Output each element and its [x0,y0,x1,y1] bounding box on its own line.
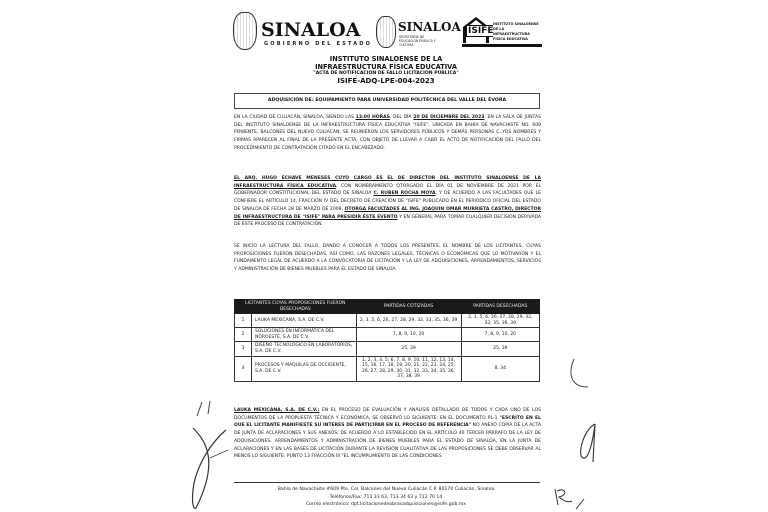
table-row [235,342,540,356]
sepyc-subtitle: SECRETARÍA DE EDUCACIÓN PÚBLICA Y CULTURA [399,35,436,47]
footer-divider [234,482,540,483]
meeting-time: 13:00 HORAS [355,115,390,120]
director-name: EL ARQ. HUGO ECHAVE MENESES CUYO CARGO ES EL DE DIRECTOR DEL INSTITUTO SINALOENSE DE LA INFRAESTRUCTURA FÍSICA EDUCATIVA [234,176,541,189]
isife-subtitle: INSTITUTO SINALOENSE DE LA INFRAESTRUCTURA FÍSICA EDUCATIVA [493,22,541,42]
quoted-items: 2, 3, 5, 6, 26, 27, 28, 29, 32, 33, 35, 36, 39 [356,314,461,328]
acquisition-box: ADQUISICIÓN DE: EQUIPAMIENTO PARA UNIVERSIDAD POLITÉCNICA DEL VALLE DEL ÉVORA [234,93,540,109]
bidder-name: PROCESOS Y MAQUILAS DE OCCIDENTE, S.A. DE C.V. [252,356,357,381]
row-number: 2 [235,328,252,342]
quoted-items: 7, 8, 9, 10, 20 [356,328,461,342]
governor-name: C. RUBEN ROCHA MOYA [373,191,436,197]
p1-text: , DEL DÍA [389,115,414,120]
row-number: 1 [235,314,252,328]
meeting-date: 20 DE DICIEMBRE DEL 2023 [413,115,485,120]
p2-text: Y EN GENERAL PARA TOMAR CUALQUIER DECISIÓN DERIVADA DE ÉSTE PROCESO DE CONTRATACIÓN. [234,214,541,228]
paragraph-opening [234,114,541,153]
p4-text: EN EL PROCESO DE EVALUACIÓN Y ANÁLISIS DETALLADO DE TODOS Y CADA UNO DE LOS DOCUMENTOS DE LA PROPUESTA TÉCNICA Y ECONÓMICA, SE OBSERVÓ LO SIGUIENTE: EN EL DOCUMENTO PL-1 [234,408,541,421]
p1-text: EN LA CIUDAD DE CULIACÁN, SINALOA, SIENDO LAS [234,115,356,120]
rejected-items: 7, 8, 9, 10, 20 [461,328,539,342]
tender-number: ISIFE-ADQ-LPE-004-2023 [337,77,435,85]
footer [228,486,544,509]
sinaloa-logo-text: SINALOA [261,19,361,41]
paragraph-lauka-evaluation [234,407,541,461]
isife-underline [462,44,542,47]
handwritten-initial-a-icon [575,420,605,465]
rejected-items: 2, 3, 5, 6, 26, 27, 28, 29, 32, 33, 35, 36, 39 [461,314,539,328]
bidder-label: LAUKA MEXICANA, S.A. DE C.V.: [234,408,320,413]
rejected-bids-table [234,299,540,382]
paragraph-reading: SE INICIO LA LECTURA DEL FALLO, DANDO A CONOCER A TODOS LOS PRESENTES, EL NOMBRE DE LOS LICITANTES, CUYAS PROPOSICIONES FUERON DESECHADAS, ASÍ COMO, LAS RAZONES LEGALES, TÉCNICAS O ECONÓMICAS QUE LO MOTIVARON Y EL FUNDAMENTO LEGAL DE ACUERDO A LA CONVOCATORIA DE LICITACIÓN Y LA LEY DE ADQUISICIONES, ARRENDAMIENTOS, SERVICIOS Y ADMINISTRACIÓN DE BIENES MUEBLES PARA EL ESTADO DE SINALOA. [234,244,541,273]
p2-text: , CON NOMBRAMIENTO OTORGADO EL DÍA 01 DE NOVIEMBRE DE 2021 POR EL GOBERNADOR CONSTITUCIONAL DEL ESTADO DE SINALOA [234,183,541,197]
header-rejected: PARTIDAS DESECHADAS [461,300,539,314]
quoted-items: 1, 2, 3, 4, 5, 6, 7, 8, 9, 10, 11, 12, 13, 14, 15, 16, 17, 18, 19, 20, 21, 22, 23, 24, 25, 26, 27, 28, 29, 30, 31, 32, 33, 34, 35, 36, 37, 38, 39 [356,356,461,381]
paragraph-director [234,175,541,229]
p2-text: , Y DE ACUERDO A LAS FACULTADES QUE LE CONFIERE EL ARTÍCULO 14, FRACCIÓN IV DEL DECRETO DE CREACIÓN DE "ISIFE" PUBLICADO EN EL PERIÓDICO OFICIAL DEL ESTADO DE SINALOA DE FECHA 28 DE MARZO DE 2008, [234,191,542,212]
isife-logo-text: ISIFE [468,26,494,36]
table-row [235,356,540,381]
bidder-name: SOLUCIONES EN INFORMÁTICA DEL NOROESTE, S.A. DE C.V. [252,328,357,342]
header-bidders: LICITANTES CUYAS PROPOSICIONES FUERON DESECHADAS [235,300,357,314]
document-page [228,0,544,512]
table-row [235,328,540,342]
table-row [235,314,540,328]
handwritten-signature-left-icon [190,400,235,512]
handwritten-initial-r-icon [550,485,590,512]
bidder-name: LAUKA MEXICANA, S.A. DE C.V. [252,314,357,328]
footer-email: Correo electrónico: dpt.licitacionedeobrasadquisiciones@isife.gob.mx [305,502,467,507]
row-number: 3 [235,342,252,356]
delegation-text: OTORGA FACULTADES AL ING. JOAQUIN OMAR MURRIETA CASTRO, DIRECTOR DE INFRAESTRUCTURA DE "ISIFE" PARA PRESIDIR ÉSTE EVENTO [234,206,541,220]
sepyc-logo-text: SINALOA [398,20,461,34]
table-header-row [235,300,540,314]
title-line-2: INFRAESTRUCTURA FÍSICA EDUCATIVA [315,63,457,71]
handwritten-mark-c-icon [566,355,596,395]
rejected-items: 25, 39 [461,342,539,356]
document-reference: "ESCRITO EN EL QUE EL LICITANTE MANIFIESTE SU INTERES DE PARTICIPAR EN EL PROCESO DE REFERENCIA" [234,415,542,429]
p1-text: , EN LA SALA DE JUNTAS DEL INSTITUTO SINALOENSE DE LA INFRAESTRUCTURA FÍSICA EDUCATIVA "ISIFE", UBICADA EN BAHÍA DE NAVACHISTE NO. 609 PONIENTE, BALCONES DEL NUEVO CULIACÁN; SE REUNIERON LOS SERVIDORES PÚBLICOS Y DEMÁS PERSONAS C.,YOS NOMBRES Y FIRMAS APARECEN AL FINAL DE LA PRESENTE ACTA, CON OBJETO DE LLEVAR A CABO EL ACTO DE NOTIFICACIÓN DEL FALLO DEL PROCEDIMIENTO DE CONTRATACIÓN CITADO EN EL ENCABEZADO. [234,115,541,151]
logo-header [228,10,544,52]
header-quoted: PARTIDAS COTIZADAS [356,300,461,314]
p4-text: NO ANEXÓ COPIA DE LA ACTA DE JUNTA DE ACLARACIONES Y SUS ANEXOS; DE ACUERDO A LO ESTABLECIDO EN EL ARTÍCULO 40 TERCER PÁRRAFO DE LA LEY DE ADQUISICIONES, ARRENDAMIENTOS Y ADMINISTRACIÓN DE BIENES MUEBLES PARA EL ESTADO DE SINALOA, EN LA JUNTA DE ACLARACIONES Y EN LAS BASES DE LICITACIÓN DURANTE LA REVISIÓN CUALITATIVA DE LAS PROPOSICIONES SE DEBE OBSERVAR AL MENOS LO SIGUIENTE: PUNTO 13 FRACCIÓN III "EL INCUMPLIMIENTO DE LAS CONDICIONES [234,423,541,460]
quoted-items: 25, 39 [356,342,461,356]
gobierno-subtitle: GOBIERNO DEL ESTADO [264,41,373,47]
bidder-name: DISEÑO TECNOLÓGICO EN LABORATORIOS, S.A. DE C.V. [252,342,357,356]
title-line-1: INSTITUTO SINALOENSE DE LA [329,55,443,63]
title-line-3: "ACTA DE NOTIFICACION DE FALLO LICITACION PÚBLICA" [313,71,459,76]
sepyc-seal-icon [376,16,396,48]
rejected-items: 8, 34 [461,356,539,381]
state-seal-icon [233,12,257,50]
footer-address: Bahía de Navachiste #609 Pte. Col. Balcones del Nuevo Culiacán C.P. 80170 Culiacán, Sinaloa [277,487,495,492]
row-number: 4 [235,356,252,381]
footer-phones: Teléfonos/Fax: 713 33 63, 713 34 63 y 712 70 14 [329,494,443,500]
document-title [228,55,544,86]
